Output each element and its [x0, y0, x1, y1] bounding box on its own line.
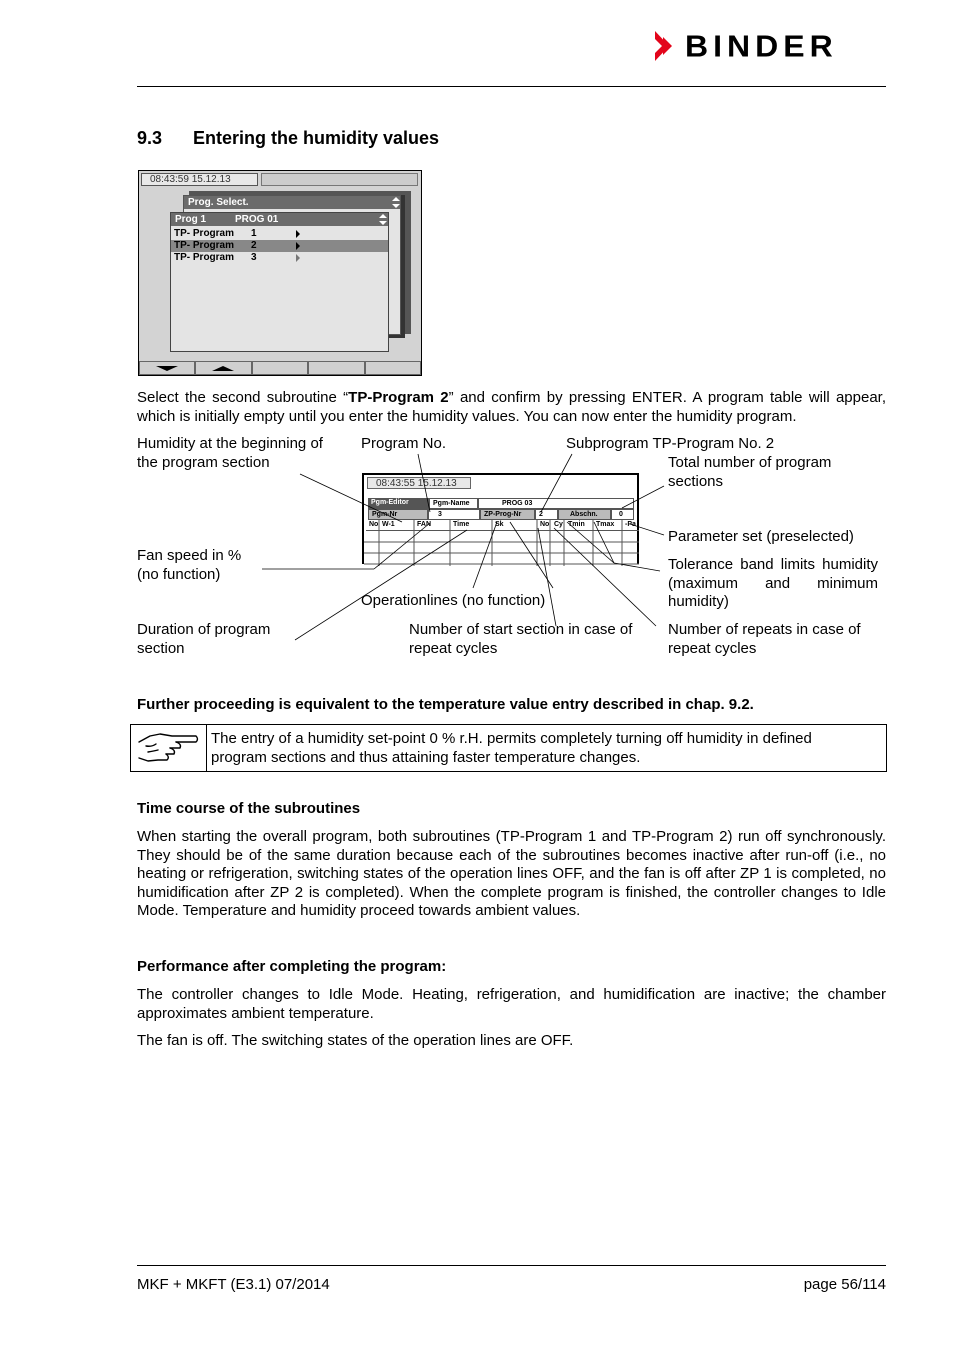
callout-tolerance: Tolerance band limits humidity (maximum and minimum humidity) — [668, 556, 878, 610]
col-no: No — [369, 521, 379, 528]
note-box — [130, 724, 887, 772]
footer-left: MKF + MKFT (E3.1) 07/2014 — [137, 1276, 330, 1293]
editor-label: Pgm-Editor — [371, 499, 409, 506]
col-tmin: Tmin — [568, 521, 585, 528]
footer-page: page 56/114 — [803, 1276, 886, 1293]
callout-humidity-start: Humidity at the beginning of the program section — [137, 435, 323, 471]
list-item-label: TP- Program — [174, 240, 235, 251]
nr-value: 3 — [438, 511, 442, 518]
callout-subprogram: Subprogram TP-Program No. 2 — [566, 435, 775, 452]
brand-name: BINDER — [685, 28, 838, 63]
performance-para1: The controller changes to Idle Mode. Heating, refrigeration, and humidification are inactive; the chamber approximates ambient temperature. — [137, 986, 886, 1022]
section-title: Entering the humidity values — [193, 128, 440, 148]
list-item-number: 1 — [251, 228, 257, 239]
footer-rule — [137, 1265, 886, 1266]
callout-start-section: Number of start section in case of repeat cycles — [409, 621, 633, 657]
col-cy: Cy — [554, 521, 563, 528]
callout-total-sections: Total number of program sections — [668, 454, 832, 490]
performance-heading: Performance after completing the program: — [137, 958, 447, 975]
time-course-heading: Time course of the subroutines — [137, 800, 361, 817]
col-sk: Sk — [495, 521, 504, 528]
col-no2: No — [540, 521, 550, 528]
callout-duration: Duration of program section — [137, 621, 271, 657]
intro-bold: TP-Program 2 — [348, 389, 449, 406]
col-pa: -Pa — [625, 521, 636, 528]
performance-para2: The fan is off. The switching states of the operation lines are OFF. — [137, 1032, 574, 1049]
pointing-hand-icon — [136, 730, 200, 766]
callout-repeats: Number of repeats in case of repeat cycles — [668, 621, 861, 657]
further-proceeding: Further proceeding is equivalent to the temperature value entry described in chap. 9.2. — [137, 696, 754, 713]
col-tmax: Tmax — [596, 521, 615, 528]
list-item-label: TP- Program — [174, 228, 235, 239]
zp-value: 2 — [539, 511, 543, 518]
zp-label: ZP-Prog-Nr — [484, 511, 522, 518]
time-course-text: When starting the overall program, both subroutines (TP-Program 1 and TP-Program 2) run off synchronously. They should be of the same duration because each of the subroutines becomes inactive after run-off (i.e., no heating or refrigeration, switching states of the operation lines OFF, and the fan is off after ZP 1 is completed, no humidification after ZP 2 is completed). When the complete program is finished, the controller changes to Idle Mode. Temperature and humidity proceed towards ambient values. — [137, 828, 886, 919]
callout-fan-speed: Fan speed in % (no function) — [137, 547, 242, 583]
list-item-number: 2 — [251, 240, 257, 251]
callout-param-set: Parameter set (preselected) — [668, 528, 854, 545]
col-w1: W-1 — [382, 521, 395, 528]
subroutine-title-left: Prog 1 — [175, 214, 207, 225]
subroutine-title-right: PROG 01 — [235, 214, 279, 225]
prog-select-title: Prog. Select. — [184, 196, 400, 209]
col-time: Time — [453, 521, 470, 528]
intro-post: ” and confirm by pressing ENTER. A program table will appear, which is initially empty until you enter the humidity values. You can now enter the humidity program. — [137, 389, 887, 425]
screen-clock: 08:43:55 15.12.13 — [367, 477, 471, 489]
intro-pre: Select the second subroutine “ — [137, 389, 349, 406]
list-item-label: TP- Program — [174, 252, 235, 263]
note-icon-cell — [131, 725, 207, 771]
note-text: The entry of a humidity set-point 0 % r.H. permits completely turning off humidity in defined program sections and thus attaining faster temperature changes. — [211, 730, 812, 766]
nr-label: Pgm-Nr — [372, 511, 398, 518]
name-label: Pgm-Name — [433, 500, 470, 507]
screen-clock: 08:43:59 15.12.13 — [141, 173, 258, 186]
list-item-number: 3 — [251, 252, 257, 263]
absch-value: 0 — [619, 511, 623, 518]
callout-program-no: Program No. — [361, 435, 447, 452]
section-number: 9.3 — [137, 128, 163, 148]
callout-operation-lines: Operationlines (no function) — [361, 592, 546, 609]
absch-label: Abschn. — [570, 511, 598, 518]
name-value: PROG 03 — [502, 500, 533, 507]
col-fan: FAN — [417, 521, 431, 528]
